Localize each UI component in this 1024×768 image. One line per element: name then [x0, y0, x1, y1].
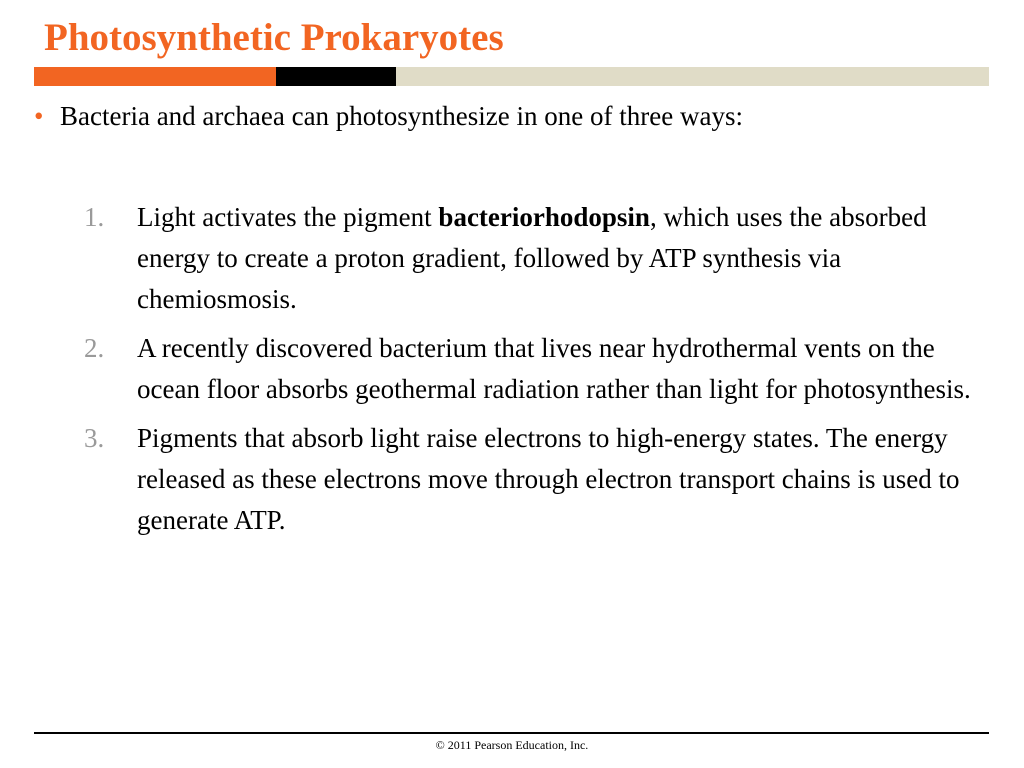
- list-item-text: A recently discovered bacterium that lives near hydrothermal vents on the ocean floor absorbs geothermal radiation rather than light for photosynthesis.: [137, 333, 971, 404]
- accent-bar-black: [276, 67, 396, 86]
- list-number: 1.: [84, 202, 105, 232]
- accent-bar-beige: [396, 67, 989, 86]
- copyright-footer: © 2011 Pearson Education, Inc.: [435, 738, 589, 752]
- list-item: [84, 197, 989, 320]
- main-bullet: [34, 98, 994, 134]
- list-number: 3.: [84, 423, 105, 453]
- slide-title: Photosynthetic Prokaryotes: [44, 16, 504, 59]
- main-bullet-text: Bacteria and archaea can photosynthesize in one of three ways:: [60, 101, 743, 131]
- numbered-list: [84, 197, 989, 549]
- list-item: [84, 418, 989, 541]
- title-accent-bar: [34, 67, 989, 86]
- footer-divider: [34, 732, 989, 734]
- bold-term: bacteriorhodopsin: [438, 202, 650, 232]
- bullet-marker: •: [34, 101, 44, 131]
- list-item: [84, 328, 989, 410]
- list-number: 2.: [84, 333, 105, 363]
- list-item-text: Pigments that absorb light raise electrons to high-energy states. The energy released as these electrons move through electron transport chains is used to generate ATP.: [137, 423, 960, 535]
- accent-bar-orange: [34, 67, 276, 86]
- list-item-text: [137, 197, 989, 320]
- list-item-text-end: , which uses the absorbed energy to create a proton gradient, followed by ATP synthesis via chemiosmosis.: [137, 202, 927, 314]
- list-item-text-start: Light activates the pigment: [137, 202, 439, 232]
